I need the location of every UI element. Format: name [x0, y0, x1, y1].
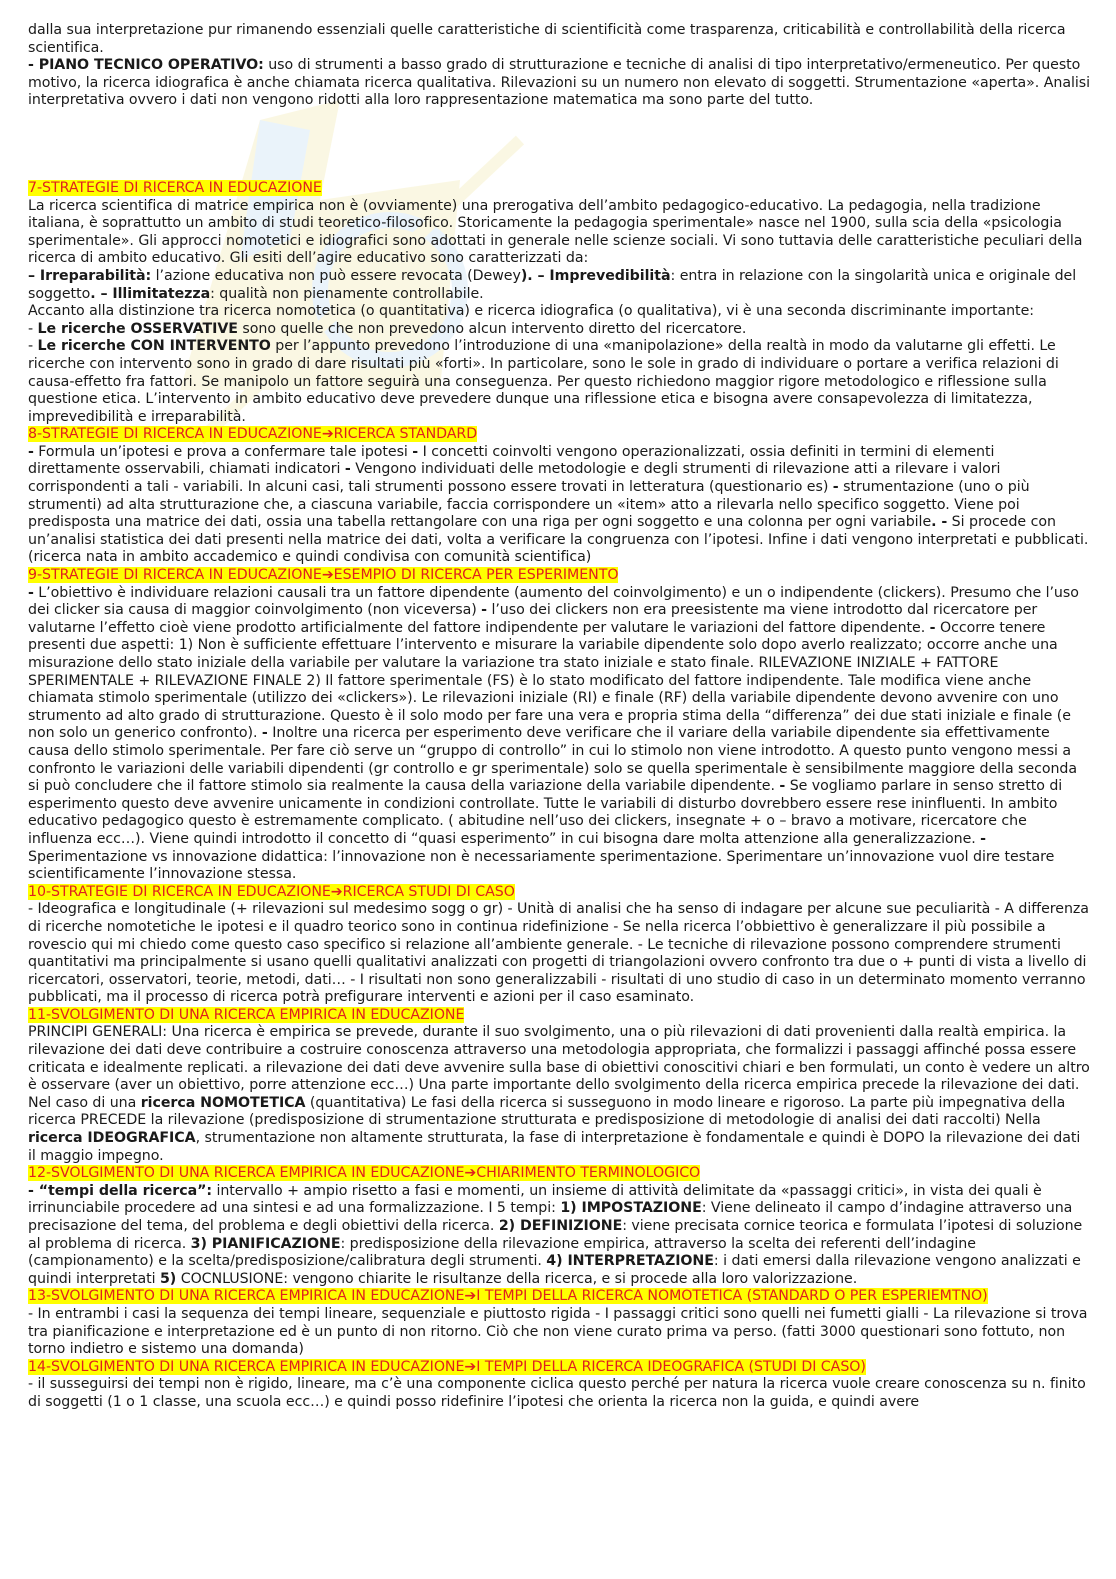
section-11-heading: 11-SVOLGIMENTO DI UNA RICERCA EMPIRICA IN EDUCAZIONE — [28, 1006, 465, 1023]
section-7-distinction: Accanto alla distinzione tra ricerca nomotetica (o quantitativa) e ricerca idiografica (o qualitativa), vi è una seconda discriminante importante: — [28, 303, 1034, 320]
section-13-heading: 13-SVOLGIMENTO DI UNA RICERCA EMPIRICA IN EDUCAZIONE➔I TEMPI DELLA RICERCA NOMOTETICA (STANDARD O PER ESPERIEMTNO) — [28, 1288, 988, 1305]
section-12-heading: 12-SVOLGIMENTO DI UNA RICERCA EMPIRICA IN EDUCAZIONE➔CHIARIMENTO TERMINOLOGICO — [28, 1165, 701, 1182]
intro-paragraph: dalla sua interpretazione pur rimanendo essenziali quelle caratteristiche di scientificità come trasparenza, criticabilità e controllabilità della ricerca scientifica. — [28, 22, 1066, 56]
section-8-body: - Formula un’ipotesi e prova a confermare tale ipotesi - I concetti coinvolti vengono operazionalizzati, ossia definiti in termini di elementi direttamente osservabili, chiamati indicatori - Vengono individuati delle metodologie e degli strumenti di rilevazione atti a rilevare i valori corrispondenti a tali - variabili. In alcuni casi, tali strumenti possono essere trovati in letteratura (questionario es) - strumentazione (uno o più strumenti) ad alta strutturazione che, a ciascuna variabile, faccia corrispondere un «item» atto a rilevarla nello specifico soggetto. Viene poi predisposta una matrice dei dati, ossia una tabella rettangolare con una riga per ogni soggetto e una colonna per ogni variabile. - Si procede con un’analisi statistica dei dati presenti nella matrice dei dati, volta a verificare la congruenza con l’ipotesi. Infine i dati vengono interpretati e pubblicati. (ricerca nata in ambito accademico e quindi condivisa con comunità scientifica) — [28, 443, 1089, 566]
section-7-traits: – Irreparabilità: l’azione educativa non può essere revocata (Dewey). – Imprevedibilità: entra in relazione con la singolarità unica e originale del soggetto. – Illimitatezza: qualità non pienamente controllabile. — [28, 267, 1077, 302]
section-7-body: La ricerca scientifica di matrice empirica non è (ovviamente) una prerogativa dell’ambito pedagogico-educativo. La pedagogia, nella tradizione italiana, è soprattutto un ambito di studi teoretico-filosofico. Storicamente la pedagogia sperimentale» nasce nel 1900, sulla scia della «psicologia sperimentale». Gli approcci nomotetici e idiografici sono adottati in generale nelle scienze sociali. Vi sono tuttavia delle caratteristiche peculiari della ricerca di ambito educativo. Gli esiti dell’agire educativo sono caratterizzati da: — [28, 197, 1083, 267]
section-13-body: - In entrambi i casi la sequenza dei tempi lineare, sequenziale e piuttosto rigida - I passaggi critici sono quelli nei fumetti gialli - La rilevazione si trova tra pianificazione e interpretazione ed è un punto di non ritorno. Ciò che non viene curato prima va perso. (fatti 3000 questionari sono fottuto, non torno indietro e sistemo una domanda) — [28, 1305, 1088, 1358]
section-7-heading: 7-STRATEGIE DI RICERCA IN EDUCAZIONE — [28, 179, 322, 196]
section-11-nomotetica: Nel caso di una ricerca NOMOTETICA (quantitativa) Le fasi della ricerca si susseguono in modo lineare e rigoroso. La parte più impegnativa della ricerca PRECEDE la rilevazione (predisposizione di strumentazione strutturata e predisposizione di metodologie di analisi dei dati raccolti) Nella ricerca IDEOGRAFICA, strumentazione non altamente strutturata, la fase di interpretazione è fondamentale e quindi è DOPO la rilevazione dei dati il maggio impegno. — [28, 1094, 1081, 1164]
document-page — [28, 22, 1090, 1412]
section-8-heading: 8-STRATEGIE DI RICERCA IN EDUCAZIONE➔RICERCA STANDARD — [28, 426, 478, 443]
section-7-intervention: - Le ricerche CON INTERVENTO per l’appunto prevedono l’introduzione di una «manipolazione» della realtà in modo da valutarne gli effetti. Le ricerche con intervento sono in grado di dare risultati più «forti». In particolare, sono le sole in grado di individuare o portare a verifica relazioni di causa-effetto fra fattori. Se manipolo un fattore seguirà una conseguenza. Per questo richiedono maggior rigore metodologico e riflessione sulla questione etica. L’intervento in ambito educativo deve prevedere dunque una riflessione etica e bisogna avere consapevolezza di limitatezza, imprevedibilità e irreparabilità. — [28, 338, 1059, 425]
section-14-body: - il susseguirsi dei tempi non è rigido, lineare, ma c’è una componente ciclica questo perché per natura la ricerca vuole creare conoscenza su n. finito di soggetti (1 o 1 classe, una scuola ecc…) e quindi posso ridefinire l’ipotesi che orienta la ricerca non la guida, e quindi avere — [28, 1376, 1086, 1410]
section-9-heading: 9-STRATEGIE DI RICERCA IN EDUCAZIONE➔ESEMPIO DI RICERCA PER ESPERIMENTO — [28, 567, 619, 584]
section-10-body: - Ideografica e longitudinale (+ rilevazioni sul medesimo sogg o gr) - Unità di analisi che ha senso di indagare per alcune sue peculiarità - A differenza di ricerche nomotetiche le ipotesi e il quadro teorico sono in continua ridefinizione - Se nella ricerca l’obbiettivo è generalizzare il più possibile a rovescio qui mi chiedo come questo caso specifico si relazione all’ambiente generale. - Le tecniche di rilevazione possono comprendere strumenti quantitativi ma principalmente si usano quelli qualitativi analizzati con progetti di triangolazioni ovvero confronto tra due o + punti di vista a livello di ricercatori, osservatori, teorie, metodi, dati… - I risultati non sono generalizzabili - risultati di uno studio di caso in un determinato momento verranno pubblicati, ma il processo di ricerca potrà prefigurare interventi e azioni per il caso esaminato. — [28, 901, 1089, 1006]
intro-piano-tecnico: - PIANO TECNICO OPERATIVO: uso di strumenti a basso grado di strutturazione e tecniche di analisi di tipo interpretativo/ermeneutico. Per questo motivo, la ricerca idiografica è anche chiamata ricerca qualitativa. Rilevazioni su un numero non elevato di soggetti. Strumentazione «aperta». Analisi interpretativa ovvero i dati non vengono ridotti alla loro rappresentazione matematica ma sono parte del tutto. — [28, 57, 1090, 109]
blank-gap — [28, 110, 1090, 180]
section-11-principles: PRINCIPI GENERALI: Una ricerca è empirica se prevede, durante il suo svolgimento, una o più rilevazioni di dati provenienti dalla realtà empirica. la rilevazione dei dati deve contribuire a costruire conoscenza attraverso una metodologia appropriata, che formalizzi i passaggi affinché possa essere criticata e idealmente replicati. a rilevazione dei dati deve avvenire sulla base di obiettivi conoscitivi chiari e ben formulati, un conto è vedere un altro è osservare (aver un obiettivo, porre attenzione ecc…) Una parte importante dello svolgimento della ricerca empirica precede la rilevazione dei dati. — [28, 1024, 1090, 1094]
section-9-body: - L’obiettivo è individuare relazioni causali tra un fattore dipendente (aumento del coinvolgimento) e un o indipendente (clickers). Presumo che l’uso dei clicker sia causa di maggior coinvolgimento (non viceversa) - l’uso dei clickers non era preesistente ma viene introdotto dal ricercatore per valutarne l’effetto cioè viene prodotto artificialmente del fattore indipendente per valutare le variazioni del fattore dipendente. - Occorre tenere presenti due aspetti: 1) Non è sufficiente effettuare l’intervento e misurare la variabile dipendente solo dopo averlo realizzato; occorre anche una misurazione dello stato iniziale della variabile per valutare la variazione tra stato iniziale e stato finale. RILEVAZIONE INIZIALE + FATTORE SPERIMENTALE + RILEVAZIONE FINALE 2) Il fattore sperimentale (FS) è lo stato modificato del fattore indipendente. Tale modifica viene anche chiamata stimolo sperimentale (utilizzo dei «clickers»). Le rilevazioni iniziale (RI) e finale (RF) della variabile dipendente devono avvenire con uno strumento ad alto grado di strutturazione. Questo è il solo modo per fare una vera e propria stima della “differenza” dei due stati iniziale e finale (e non solo un generico confronto). - Inoltre una ricerca per esperimento deve verificare che il variare della variabile dipendente sia effettivamente causa dello stimolo sperimentale. Per fare ciò serve un “gruppo di controllo” in cui lo stimolo non viene introdotto. A questo punto vengono messi a confronto le variazioni delle variabili dipendenti (gr controllo e gr sperimentale) solo se quella sperimentale è sensibilmente maggiore della seconda si può concludere che il fattore stimolo sia realmente la causa della variazione della variabile dipendente. - Se vogliamo parlare in senso stretto di esperimento questo deve avvenire unicamente in condizioni controllate. Tutte le variabili di disturbo dovrebbero essere rese ininfluenti. In ambito educativo pedagogico questo è estremamente complicato. ( abitudine nell’uso dei clickers, insegnate + o – bravo a motivare, ricercatore che influenza ecc…). Viene quindi introdotto il concetto di “quasi esperimento” in cui bisogna dare molta attenzione alla generalizzazione. - Sperimentazione vs innovazione didattica: l’innovazione non è necessariamente sperimentazione. Sperimentare un’innovazione vuol dire testare scientificamente l’innovazione stessa. — [28, 584, 1079, 883]
section-7-observative: - Le ricerche OSSERVATIVE sono quelle che non prevedono alcun intervento diretto del ricercatore. — [28, 320, 747, 337]
section-14-heading: 14-SVOLGIMENTO DI UNA RICERCA EMPIRICA IN EDUCAZIONE➔I TEMPI DELLA RICERCA IDEOGRAFICA (STUDI DI CASO) — [28, 1358, 866, 1375]
section-12-body: - “tempi della ricerca”: intervallo + ampio risetto a fasi e momenti, un insieme di attività delimitate da «passaggi critici», in vista dei quali è irrinunciabile procedere ad una sintesi e ad una formalizzazione. I 5 tempi: 1) IMPOSTAZIONE: Viene delineato il campo d’indagine attraverso una precisazione del tema, del problema e degli obiettivi della ricerca. 2) DEFINIZIONE: viene precisata cornice teorica e formulata l’ipotesi di soluzione al problema di ricerca. 3) PIANIFICAZIONE: predisposizione della rilevazione empirica, attraverso la scelta dei referenti dell’indagine (campionamento) e la scelta/predisposizione/calibratura degli strumenti. 4) INTERPRETAZIONE: i dati emersi dalla rilevazione vengono analizzati e quindi interpretati 5) COCNLUSIONE: vengono chiarite le risultanze della ricerca, e si procede alla loro valorizzazione. — [28, 1182, 1083, 1287]
section-10-heading: 10-STRATEGIE DI RICERCA IN EDUCAZIONE➔RICERCA STUDI DI CASO — [28, 883, 515, 900]
